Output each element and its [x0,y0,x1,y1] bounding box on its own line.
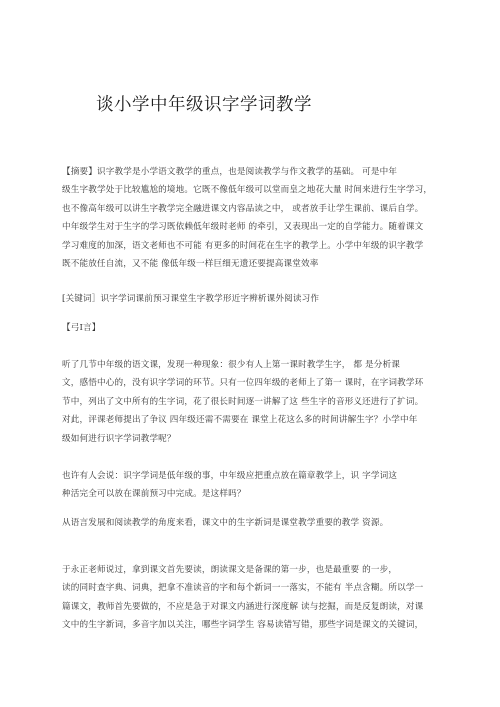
abstract-line: 学习难度的加深，语文老师也不可能 有更多的时间花在生字的教学上。小学中年级的识字教学 [62,240,424,251]
paragraph-line: 种活完全可以放在课前预习中完成。是这样吗？ [62,489,246,500]
abstract-line: 【摘要】识字教学是小学语文教学的重点，也是阅读教学与作文教学的基础。 可是中年 [62,167,398,177]
intro-heading-text: 【弓I言】 [62,323,101,333]
body-paragraph-3 [62,514,446,532]
paragraph-line: 文中的生字新词，多音字加以关注，哪些字词学生 容易读错写错，那些字词是课文的关键词， [62,620,424,631]
paragraph-line: 于永正老师说过，拿到课文首先要读，朗读课文是备课的第一步，也是最重要 的一步， [62,565,398,575]
paragraph-line: 篇课文，教师首先要做的，不应是急于对课文内涵进行深度解 读与挖掘，而是反复朗读，对课 [62,601,424,612]
paragraph-line: 级如何进行识字学词教学呢？ [62,433,176,444]
intro-heading [62,319,446,337]
abstract-line: 中年级学生对于生字的学习既依赖低年级时老师 的牵引，又表现出一定的自学能力。随着课文 [62,222,424,233]
body-paragraph-4 [62,561,446,635]
abstract-line: 级生字教学处于比较尴尬的境地。它既不像低年级可以堂而皇之地花大量 时间来进行生字学习， [62,185,433,196]
body-paragraph-2 [62,467,446,504]
paragraph-line: 文，感悟中心的，没有识字学词的环节。只有一位四年级的老师上了第一 课时，在字词教学环 [62,378,424,389]
paragraph-line: 从语言发展和阅读教学的角度来看，课文中的生字新词是课堂教学重要的教学 资源。 [62,518,389,528]
abstract-paragraph [62,163,446,273]
paragraph-line: 节中，列出了文中所有的生字词，花了很长时间逐一讲解了这 些生字的音形义还进行了扩词。 [62,396,424,407]
abstract-line: 也不像高年级可以讲生字教学完全融进课文内容品读之中， 或者放手让学生课前、课后自学。 [62,203,424,214]
paragraph-line: 对此，评课老师提出了争议 四年级还需不需要在 课堂上花这么多的时间讲解生字？小学中年 [62,415,418,426]
paragraph-line: 听了几节中年级的语文课，发现一种现象：很少有人上第一课时教学生字， 都 是分析课 [62,360,401,370]
document-title: 谈小学中年级识字学词教学 [96,95,312,115]
keywords-text: [关键词］识字学词课前预习课堂生字教学形近字辨析课外阅读习作 [62,294,320,304]
paragraph-line: 也许有人会说：识字学词是低年级的事，中年级应把重点放在篇章教学上，识 字学词这 [62,471,398,481]
keywords-line [62,290,446,308]
body-paragraph-1 [62,356,446,448]
paragraph-line: 读的同时查字典、词典，把拿不准读音的字和每个新词一一落实，不能有 半点含糊。所以学一 [62,583,424,594]
abstract-line: 既不能放任自流，又不能 像低年级一样巨细无遗还要提高课堂效率 [62,259,319,270]
